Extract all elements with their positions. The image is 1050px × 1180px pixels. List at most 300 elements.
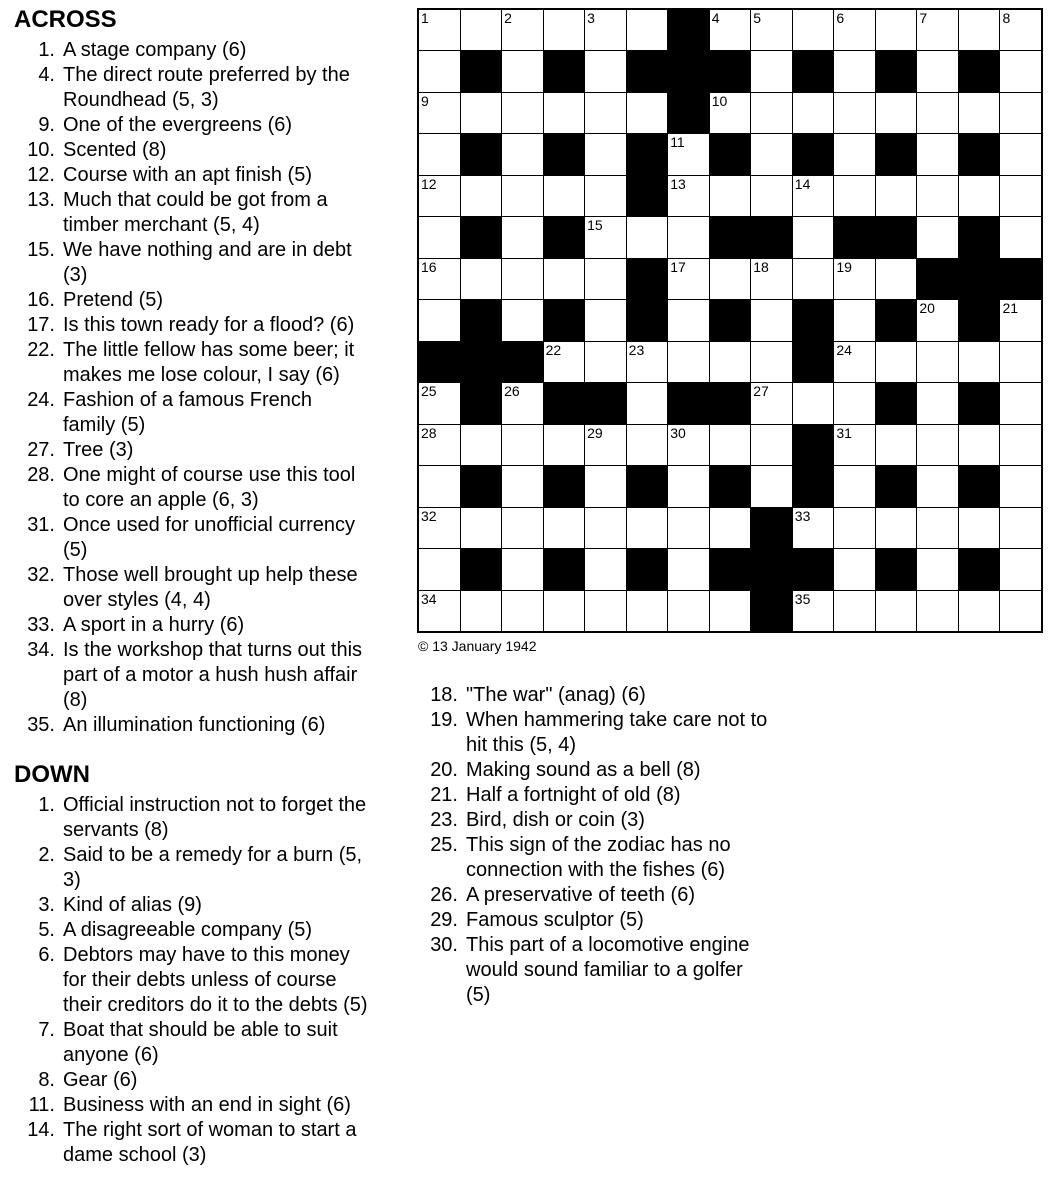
grid-cell[interactable] (502, 591, 543, 631)
grid-cell[interactable] (876, 425, 917, 465)
grid-cell-black (710, 134, 751, 174)
grid-cell[interactable] (917, 10, 958, 50)
clue-text-line: We have nothing and are in debt (63, 239, 352, 261)
grid-cell[interactable] (419, 93, 460, 133)
clue-number: 1. (38, 794, 55, 816)
grid-cell[interactable] (502, 425, 543, 465)
clue-item (14, 238, 416, 288)
grid-cell-black (876, 51, 917, 91)
grid-cell[interactable] (585, 591, 626, 631)
cell-number: 18 (753, 258, 769, 275)
grid-cell[interactable] (585, 10, 626, 50)
grid-cell[interactable] (502, 93, 543, 133)
clue-text-line: Debtors may have to this money (63, 944, 350, 966)
grid-cell[interactable] (834, 342, 875, 382)
cell-number: 21 (1002, 300, 1019, 317)
grid-cell[interactable] (627, 217, 668, 257)
grid-cell[interactable] (585, 93, 626, 133)
grid-cell[interactable] (834, 508, 875, 548)
clue-text (63, 288, 163, 313)
grid-cell[interactable] (419, 134, 460, 174)
grid-cell[interactable] (627, 10, 668, 50)
grid-cell[interactable] (710, 591, 751, 631)
grid-cell[interactable] (1000, 300, 1041, 340)
grid-cell[interactable] (834, 300, 875, 340)
grid-cell[interactable] (751, 93, 792, 133)
clue-item (14, 463, 416, 513)
clue-number: 15. (27, 239, 55, 261)
grid-cell[interactable] (419, 425, 460, 465)
grid-cell[interactable] (1000, 93, 1041, 133)
clue-text-line: Much that could be got from a (63, 189, 328, 211)
grid-cell[interactable] (502, 217, 543, 257)
grid-cell[interactable] (1000, 342, 1041, 382)
clue-item (14, 288, 416, 313)
grid-cell[interactable] (544, 10, 585, 50)
clue-text (63, 843, 362, 893)
grid-cell[interactable] (585, 134, 626, 174)
grid-cell[interactable] (461, 93, 502, 133)
grid-cell[interactable] (419, 176, 460, 216)
clue-text-line: Those well brought up help these (63, 564, 358, 586)
grid-cell[interactable] (751, 425, 792, 465)
clue-number: 2. (38, 844, 55, 866)
clue-number: 23. (430, 809, 458, 831)
grid-cell[interactable] (917, 134, 958, 174)
clue-number: 31. (27, 514, 55, 536)
grid-cell[interactable] (1000, 549, 1041, 589)
grid-cell-black (710, 383, 751, 423)
grid-cell[interactable] (1000, 217, 1041, 257)
clue-text (63, 188, 328, 238)
grid-cell[interactable] (710, 508, 751, 548)
grid-cell[interactable] (834, 383, 875, 423)
clue-text (63, 918, 312, 943)
grid-cell[interactable] (834, 549, 875, 589)
cell-number: 14 (794, 175, 811, 192)
grid-cell-black (959, 217, 1000, 257)
grid-cell[interactable] (917, 508, 958, 548)
cell-number: 9 (421, 92, 429, 109)
grid-cell[interactable] (959, 10, 1000, 50)
grid-cell[interactable] (834, 259, 875, 299)
clue-item (14, 38, 416, 63)
grid-cell[interactable] (1000, 10, 1041, 50)
clue-text-line: When hammering take care not to (466, 709, 768, 731)
grid-cell[interactable] (793, 93, 834, 133)
clue-text (63, 38, 246, 63)
grid-cell-black (544, 466, 585, 506)
clue-item (14, 1018, 416, 1068)
grid-cell[interactable] (502, 259, 543, 299)
grid-cell[interactable] (917, 176, 958, 216)
grid-cell[interactable] (710, 425, 751, 465)
cell-number: 16 (421, 258, 437, 275)
grid-cell[interactable] (668, 176, 709, 216)
grid-cell-black (544, 134, 585, 174)
clue-item (14, 793, 416, 843)
grid-cell[interactable] (502, 10, 543, 50)
grid-cell[interactable] (959, 425, 1000, 465)
clue-text-line: One might of course use this tool (63, 464, 356, 486)
clue-text (63, 893, 202, 918)
cell-number: 22 (545, 341, 562, 358)
grid-cell[interactable] (751, 466, 792, 506)
clue-text-line: A disagreeable company (5) (63, 919, 313, 941)
clue-item (14, 613, 416, 638)
grid-cell-black (959, 466, 1000, 506)
cell-number: 3 (587, 10, 595, 26)
grid-cell[interactable] (502, 51, 543, 91)
cell-number: 27 (753, 383, 769, 400)
clue-text-line: Gear (6) (63, 1069, 138, 1091)
grid-cell[interactable] (502, 300, 543, 340)
clue-number: 13. (27, 189, 55, 211)
grid-cell[interactable] (751, 342, 792, 382)
grid-cell[interactable] (751, 176, 792, 216)
clue-text (466, 783, 681, 808)
clue-text (63, 163, 312, 188)
grid-cell[interactable] (585, 51, 626, 91)
grid-cell[interactable] (502, 549, 543, 589)
left-clue-column (14, 7, 416, 1168)
grid-cell[interactable] (627, 383, 668, 423)
grid-cell[interactable] (751, 10, 792, 50)
cell-number: 25 (421, 383, 437, 400)
grid-cell[interactable] (710, 342, 751, 382)
grid-cell[interactable] (793, 508, 834, 548)
clue-text-line: makes me lose colour, I say (6) (63, 364, 340, 386)
grid-cell[interactable] (917, 342, 958, 382)
grid-cell[interactable] (627, 93, 668, 133)
grid-cell[interactable] (1000, 176, 1041, 216)
grid-cell[interactable] (544, 93, 585, 133)
clue-text (63, 338, 354, 388)
grid-cell[interactable] (959, 591, 1000, 631)
grid-cell[interactable] (1000, 591, 1041, 631)
down-header: DOWN (14, 761, 90, 788)
grid-cell-black (419, 342, 460, 382)
grid-cell[interactable] (419, 259, 460, 299)
grid-cell[interactable] (585, 466, 626, 506)
grid-cell[interactable] (917, 383, 958, 423)
clue-number: 27. (27, 439, 55, 461)
clue-text (63, 793, 366, 843)
clue-text (63, 63, 350, 113)
clue-text (63, 113, 292, 138)
clue-text-line: The right sort of woman to start a (63, 1119, 357, 1141)
grid-cell[interactable] (544, 259, 585, 299)
clue-text (63, 563, 358, 613)
clue-item (14, 63, 416, 113)
grid-cell[interactable] (544, 425, 585, 465)
cell-number: 29 (587, 424, 603, 441)
grid-cell[interactable] (917, 51, 958, 91)
grid-cell[interactable] (1000, 134, 1041, 174)
grid-cell[interactable] (834, 93, 875, 133)
grid-cell[interactable] (959, 176, 1000, 216)
grid-cell[interactable] (834, 176, 875, 216)
clue-text (63, 438, 133, 463)
grid-cell[interactable] (834, 51, 875, 91)
clue-number: 4. (38, 64, 55, 86)
grid-cell[interactable] (668, 342, 709, 382)
clue-number: 14. (27, 1119, 55, 1141)
grid-cell[interactable] (668, 217, 709, 257)
grid-cell[interactable] (710, 259, 751, 299)
grid-cell[interactable] (585, 259, 626, 299)
grid-cell-black (793, 466, 834, 506)
clue-number: 20. (430, 759, 458, 781)
clue-item (417, 883, 837, 908)
grid-cell[interactable] (710, 10, 751, 50)
grid-cell[interactable] (1000, 383, 1041, 423)
grid-cell[interactable] (1000, 466, 1041, 506)
clue-text-line: over styles (4, 4) (63, 589, 211, 611)
grid-cell[interactable] (419, 383, 460, 423)
grid-cell[interactable] (959, 342, 1000, 382)
grid-cell[interactable] (461, 591, 502, 631)
grid-cell[interactable] (668, 259, 709, 299)
grid-cell[interactable] (461, 508, 502, 548)
grid-cell-black (959, 300, 1000, 340)
grid-cell[interactable] (502, 134, 543, 174)
clue-item (14, 893, 416, 918)
grid-cell[interactable] (793, 383, 834, 423)
grid-cell[interactable] (502, 466, 543, 506)
grid-cell[interactable] (876, 508, 917, 548)
grid-cell[interactable] (419, 549, 460, 589)
cell-number: 24 (836, 341, 852, 358)
grid-cell[interactable] (461, 425, 502, 465)
grid-cell-black (751, 591, 792, 631)
grid-cell[interactable] (959, 508, 1000, 548)
grid-cell[interactable] (419, 508, 460, 548)
clue-text (466, 808, 645, 833)
grid-cell-black (876, 300, 917, 340)
grid-cell[interactable] (793, 176, 834, 216)
grid-cell[interactable] (585, 425, 626, 465)
cell-number: 26 (504, 383, 520, 400)
grid-cell[interactable] (461, 10, 502, 50)
grid-cell[interactable] (668, 300, 709, 340)
grid-cell[interactable] (834, 466, 875, 506)
grid-cell[interactable] (876, 342, 917, 382)
grid-cell[interactable] (876, 259, 917, 299)
grid-cell-black (502, 342, 543, 382)
clue-item (14, 843, 416, 893)
grid-cell[interactable] (627, 342, 668, 382)
clue-text-line: Boat that should be able to suit (63, 1019, 338, 1041)
grid-cell[interactable] (544, 342, 585, 382)
grid-cell[interactable] (917, 300, 958, 340)
grid-cell[interactable] (461, 259, 502, 299)
clue-text-line: Is the workshop that turns out this (63, 639, 363, 661)
grid-cell[interactable] (585, 549, 626, 589)
clue-text (63, 138, 166, 163)
clue-item (417, 908, 837, 933)
grid-cell[interactable] (793, 10, 834, 50)
grid-cell[interactable] (668, 425, 709, 465)
grid-cell[interactable] (959, 93, 1000, 133)
clue-text-line: The direct route preferred by the (63, 64, 350, 86)
cell-number: 30 (670, 424, 686, 441)
cell-number: 7 (919, 10, 928, 26)
clue-text-line: dame school (3) (63, 1144, 207, 1166)
clue-text-line: A sport in a hurry (6) (63, 614, 245, 636)
grid-cell[interactable] (917, 425, 958, 465)
clue-text-line: timber merchant (5, 4) (63, 214, 260, 236)
grid-cell[interactable] (419, 217, 460, 257)
grid-cell[interactable] (585, 508, 626, 548)
clue-text (63, 238, 352, 288)
grid-cell[interactable] (834, 425, 875, 465)
grid-cell[interactable] (627, 425, 668, 465)
grid-cell[interactable] (668, 466, 709, 506)
grid-cell[interactable] (751, 383, 792, 423)
grid-cell[interactable] (917, 466, 958, 506)
clue-text (466, 683, 646, 708)
grid-cell[interactable] (751, 51, 792, 91)
grid-cell[interactable] (668, 508, 709, 548)
clue-text-line: connection with the fishes (6) (466, 859, 726, 881)
cell-number: 20 (919, 300, 935, 317)
grid-cell[interactable] (585, 300, 626, 340)
down-clue-list-left (14, 793, 416, 1168)
grid-cell[interactable] (502, 383, 543, 423)
grid-cell-black (793, 342, 834, 382)
grid-cell-black (627, 300, 668, 340)
grid-cell[interactable] (585, 217, 626, 257)
across-clue-list (14, 38, 416, 738)
cell-number: 11 (670, 134, 685, 151)
grid-cell[interactable] (793, 217, 834, 257)
clue-text (63, 388, 312, 438)
clue-text (466, 883, 695, 908)
grid-cell[interactable] (751, 259, 792, 299)
clue-item (14, 713, 416, 738)
grid-cell[interactable] (502, 176, 543, 216)
grid-cell[interactable] (876, 591, 917, 631)
clue-text (63, 313, 354, 338)
clue-text-line: Once used for unofficial currency (63, 514, 356, 536)
cell-number: 31 (836, 424, 852, 441)
clue-number: 21. (430, 784, 458, 806)
grid-cell[interactable] (668, 134, 709, 174)
clue-number: 24. (27, 389, 55, 411)
clue-text-line: Official instruction not to forget the (63, 794, 367, 816)
grid-cell[interactable] (1000, 51, 1041, 91)
cell-number: 32 (421, 507, 437, 524)
grid-cell-black (751, 549, 792, 589)
grid-cell[interactable] (793, 591, 834, 631)
cell-number: 19 (836, 258, 852, 275)
grid-cell-black (627, 51, 668, 91)
grid-cell[interactable] (585, 176, 626, 216)
clue-item (417, 833, 837, 883)
grid-cell[interactable] (876, 176, 917, 216)
grid-cell-black (710, 466, 751, 506)
grid-cell[interactable] (876, 93, 917, 133)
grid-cell[interactable] (917, 93, 958, 133)
grid-cell[interactable] (751, 134, 792, 174)
grid-cell[interactable] (751, 300, 792, 340)
grid-cell[interactable] (1000, 425, 1041, 465)
clue-number: 30. (430, 934, 458, 956)
cell-number: 33 (794, 507, 811, 524)
clue-text-line: hit this (5, 4) (466, 734, 577, 756)
clue-item (14, 438, 416, 463)
grid-cell[interactable] (419, 300, 460, 340)
clue-number: 29. (430, 909, 458, 931)
copyright-note: © 13 January 1942 (418, 638, 537, 654)
grid-cell[interactable] (419, 466, 460, 506)
clue-text-line: family (5) (63, 414, 146, 436)
clue-number: 35. (27, 714, 55, 736)
clue-text-line: would sound familiar to a golfer (466, 959, 743, 981)
grid-cell[interactable] (710, 176, 751, 216)
grid-cell-black (461, 383, 502, 423)
clue-item (417, 683, 837, 708)
grid-cell[interactable] (668, 591, 709, 631)
clue-number: 8. (38, 1069, 55, 1091)
grid-cell-black (959, 134, 1000, 174)
grid-cell[interactable] (917, 549, 958, 589)
clue-text (466, 758, 701, 783)
grid-cell-black (461, 217, 502, 257)
grid-cell[interactable] (544, 591, 585, 631)
grid-cell[interactable] (585, 342, 626, 382)
clue-number: 32. (27, 564, 55, 586)
grid-cell-black (876, 549, 917, 589)
grid-cell[interactable] (1000, 508, 1041, 548)
grid-cell-black (793, 134, 834, 174)
clue-item (14, 388, 416, 438)
cell-number: 8 (1002, 10, 1011, 26)
grid-cell[interactable] (461, 176, 502, 216)
grid-cell[interactable] (917, 591, 958, 631)
grid-cell-black (959, 259, 1000, 299)
clue-text-line: for their debts unless of course (63, 969, 337, 991)
clue-number: 12. (27, 164, 55, 186)
grid-cell[interactable] (710, 93, 751, 133)
grid-cell[interactable] (544, 508, 585, 548)
cell-number: 28 (421, 424, 437, 441)
grid-cell[interactable] (627, 508, 668, 548)
clue-number: 19. (430, 709, 458, 731)
grid-cell[interactable] (502, 508, 543, 548)
grid-cell[interactable] (419, 591, 460, 631)
grid-cell[interactable] (834, 591, 875, 631)
grid-cell-black (751, 508, 792, 548)
grid-cell-black (710, 549, 751, 589)
grid-cell[interactable] (544, 176, 585, 216)
grid-cell[interactable] (876, 10, 917, 50)
clue-text (466, 833, 731, 883)
clue-number: 5. (38, 919, 55, 941)
grid-cell[interactable] (793, 259, 834, 299)
grid-cell[interactable] (834, 10, 875, 50)
grid-cell[interactable] (419, 10, 460, 50)
grid-cell[interactable] (668, 549, 709, 589)
grid-cell[interactable] (917, 217, 958, 257)
grid-cell[interactable] (834, 134, 875, 174)
grid-cell[interactable] (627, 591, 668, 631)
grid-cell[interactable] (419, 51, 460, 91)
clue-text-line: Making sound as a bell (8) (466, 759, 701, 781)
clue-item (14, 638, 416, 713)
clue-item (417, 758, 837, 783)
